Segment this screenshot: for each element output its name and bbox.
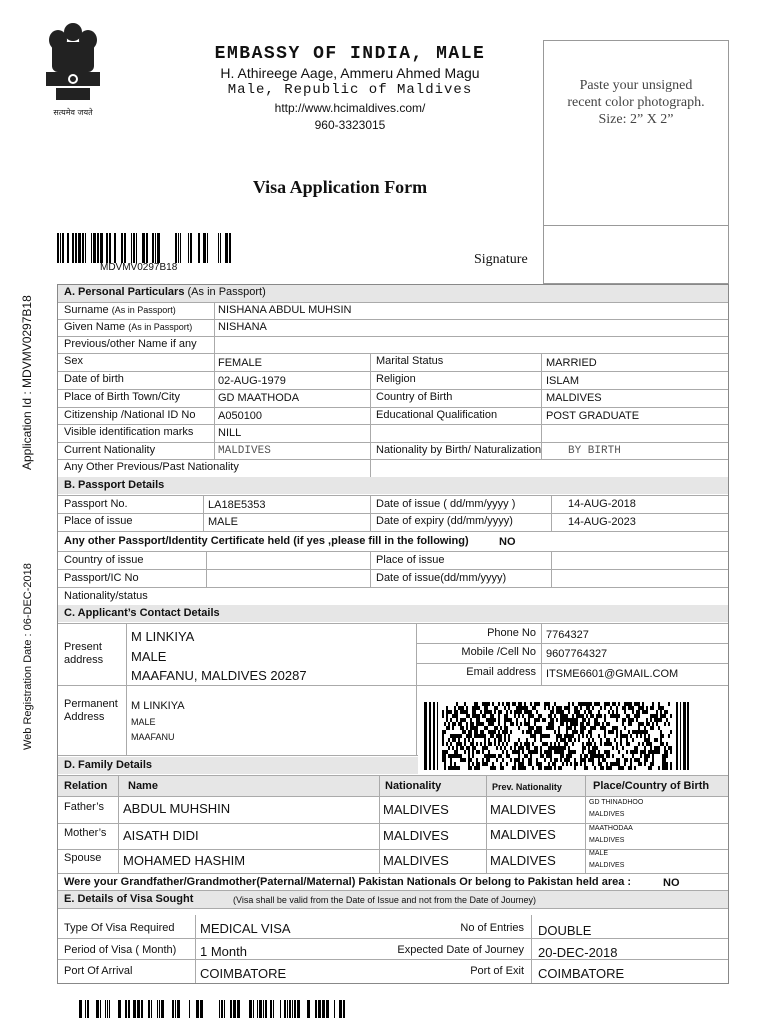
marital-status-label: Marital Status (376, 355, 444, 367)
current-nationality-value: MALDIVES (218, 445, 271, 457)
pakistan-question: Were your Grandfather/Grandmother(Paternal/Maternal) Pakistan Nationals Or belong to Pakistan held area : (64, 876, 632, 888)
journey-date-value: 20-DEC-2018 (538, 945, 618, 960)
passport-no-value: LA18E5353 (208, 499, 266, 511)
section-e-title: E. Details of Visa Sought (64, 893, 194, 905)
photo-box (543, 40, 729, 226)
family-row-nationality: MALDIVES (383, 828, 449, 843)
entries-value: DOUBLE (538, 923, 592, 938)
port-of-arrival-value: COIMBATORE (200, 966, 287, 981)
family-header-relation: Relation (64, 780, 108, 792)
embassy-url: http://www.hcimaldives.com/ (274, 101, 426, 115)
religion-value: ISLAM (546, 375, 580, 387)
email-value: ITSME6601@GMAIL.COM (546, 668, 679, 680)
family-row-name: ABDUL MUHSHIN (123, 801, 231, 816)
place-of-issue-value: MALE (208, 516, 238, 528)
phone-label: Phone No (487, 627, 536, 639)
side-application-id: Application Id : MDVMV0297B18 (20, 295, 34, 470)
family-header-nationality: Nationality (385, 780, 442, 792)
application-barcode (57, 233, 232, 263)
country-of-issue-label: Country of issue (64, 554, 144, 566)
visa-type-label: Type Of Visa Required (64, 922, 175, 934)
family-row-nationality: MALDIVES (383, 853, 449, 868)
embassy-name: EMBASSY OF INDIA, MALE (214, 44, 486, 64)
permanent-address-label: Permanent Address (64, 698, 118, 723)
footer-barcode (75, 1000, 345, 1018)
family-row-birth-country: MALDIVES (589, 837, 625, 844)
family-row-birth-place: MALE (589, 850, 609, 857)
pakistan-answer: NO (663, 877, 680, 889)
date-of-expiry-value: 14-AUG-2023 (568, 516, 636, 528)
present-address-label: Present address (64, 641, 104, 666)
family-header-birth: Place/Country of Birth (593, 780, 710, 792)
family-row-birth-country: MALDIVES (589, 862, 625, 869)
port-of-arrival-label: Port Of Arrival (64, 965, 133, 977)
religion-label: Religion (376, 373, 416, 385)
sex-label: Sex (64, 355, 83, 367)
citizenship-value: A050100 (218, 410, 263, 422)
family-row-nationality: MALDIVES (383, 802, 449, 817)
country-of-birth-value: MALDIVES (546, 392, 602, 404)
family-header-prev-nationality: Prev. Nationality (492, 782, 562, 792)
present-address-line3: MAAFANU, MALDIVES 20287 (131, 668, 307, 683)
place-of-birth-label: Place of Birth Town/City (64, 391, 180, 403)
date-of-expiry-label: Date of expiry (dd/mm/yyyy) (376, 515, 513, 527)
current-nationality-label: Current Nationality (64, 444, 156, 456)
education-label: Educational Qualification (376, 409, 498, 421)
date-of-issue-value: 14-AUG-2018 (568, 498, 636, 510)
port-of-exit-label: Port of Exit (470, 965, 524, 977)
citizenship-label: Citizenship /National ID No (64, 409, 196, 421)
given-name-value: NISHANA (218, 321, 267, 333)
passport-ic-no-label: Passport/IC No (64, 572, 139, 584)
marital-status-value: MARRIED (546, 357, 597, 369)
embassy-phone: 960-3323015 (314, 118, 386, 132)
date-of-issue-label: Date of issue ( dd/mm/yyyy ) (376, 498, 516, 510)
visa-period-value: 1 Month (200, 944, 247, 959)
family-row-prev-nationality: MALDIVES (490, 853, 556, 868)
nationality-by-label: Nationality by Birth/ Naturalization (376, 444, 542, 456)
port-of-exit-value: COIMBATORE (538, 966, 625, 981)
barcode-text: MDVMV0297B18 (100, 262, 178, 273)
other-place-of-issue-label: Place of issue (376, 554, 445, 566)
given-name-label: Given Name (64, 321, 126, 333)
passport-no-label: Passport No. (64, 498, 128, 510)
form-title: Visa Application Form (252, 177, 428, 197)
education-value: POST GRADUATE (546, 410, 640, 422)
family-row-birth-country: MALDIVES (589, 811, 625, 818)
permanent-address-line1: M LINKIYA (131, 700, 185, 712)
mobile-label: Mobile /Cell No (461, 646, 536, 658)
permanent-address-line2: MALE (131, 717, 156, 727)
other-date-of-issue-label: Date of issue(dd/mm/yyyy) (376, 572, 507, 584)
family-row-name: AISATH DIDI (123, 828, 199, 843)
permanent-address-line3: MAAFANU (131, 732, 175, 742)
section-a-note: (As in Passport) (187, 286, 266, 298)
country-of-birth-label: Country of Birth (376, 391, 453, 403)
visa-form-table (57, 284, 729, 984)
pdf417-barcode (424, 702, 689, 770)
surname-label: Surname (64, 304, 109, 316)
present-address-line1: M LINKIYA (131, 629, 195, 644)
family-row-relation: Mother’s (64, 827, 107, 839)
family-row-name: MOHAMED HASHIM (123, 853, 246, 868)
family-row-birth-place: MAATHODAA (589, 825, 633, 832)
national-emblem-logo (40, 18, 106, 122)
family-row-relation: Spouse (64, 852, 102, 864)
section-d-title: D. Family Details (64, 759, 153, 771)
dob-value: 02-AUG-1979 (218, 375, 286, 387)
photo-instructions: Paste your unsigned recent color photograph. Size: 2” X 2” (567, 78, 705, 127)
entries-label: No of Entries (460, 922, 524, 934)
signature-label: Signature (474, 252, 528, 267)
identification-marks-label: Visible identification marks (64, 426, 194, 438)
embassy-address-line1: H. Athireege Aage, Ammeru Ahmed Magu (220, 65, 480, 81)
phone-value: 7764327 (546, 629, 589, 641)
family-row-prev-nationality: MALDIVES (490, 802, 556, 817)
visa-period-unit: ( Month) (135, 944, 177, 956)
nationality-by-value: BY BIRTH (568, 445, 621, 457)
other-passport-answer: NO (499, 536, 516, 548)
place-of-birth-value: GD MAATHODA (218, 392, 300, 404)
side-registration-date: Web Registration Date : 06-DEC-2018 (22, 563, 34, 750)
journey-date-label: Expected Date of Journey (397, 944, 524, 956)
previous-nationality-label: Any Other Previous/Past Nationality (64, 461, 239, 473)
mobile-value: 9607764327 (546, 648, 608, 660)
present-address-line2: MALE (131, 649, 167, 664)
given-name-note: (As in Passport) (128, 322, 193, 332)
embassy-address-line2: Male, Republic of Maldives (227, 82, 473, 98)
previous-name-label: Previous/other Name if any (64, 338, 197, 350)
identification-marks-value: NILL (218, 427, 242, 439)
visa-period-label: Period of Visa (64, 944, 133, 956)
section-e-note: (Visa shall be valid from the Date of Issue and not from the Date of Journey) (233, 895, 536, 905)
nationality-status-label: Nationality/status (64, 590, 148, 602)
sex-value: FEMALE (218, 357, 263, 369)
family-row-birth-place: GD THINADHOO (589, 799, 644, 806)
section-a-title: A. Personal Particulars (64, 286, 185, 298)
surname-value: NISHANA ABDUL MUHSIN (218, 304, 352, 316)
other-passport-question: Any other Passport/Identity Certificate held (if yes ,please fill in the following) (64, 535, 469, 547)
surname-note: (As in Passport) (111, 305, 176, 315)
section-b-title: B. Passport Details (64, 479, 165, 491)
emblem-caption: सत्यमेव जयते (53, 108, 93, 117)
family-row-prev-nationality: MALDIVES (490, 827, 556, 842)
dob-label: Date of birth (64, 373, 124, 385)
family-header-name: Name (128, 780, 158, 792)
signature-box (543, 226, 729, 284)
section-c-title: C. Applicant’s Contact Details (64, 607, 220, 619)
email-label: Email address (466, 666, 536, 678)
family-row-relation: Father’s (64, 801, 104, 813)
visa-type-value: MEDICAL VISA (200, 921, 291, 936)
place-of-issue-label: Place of issue (64, 515, 133, 527)
